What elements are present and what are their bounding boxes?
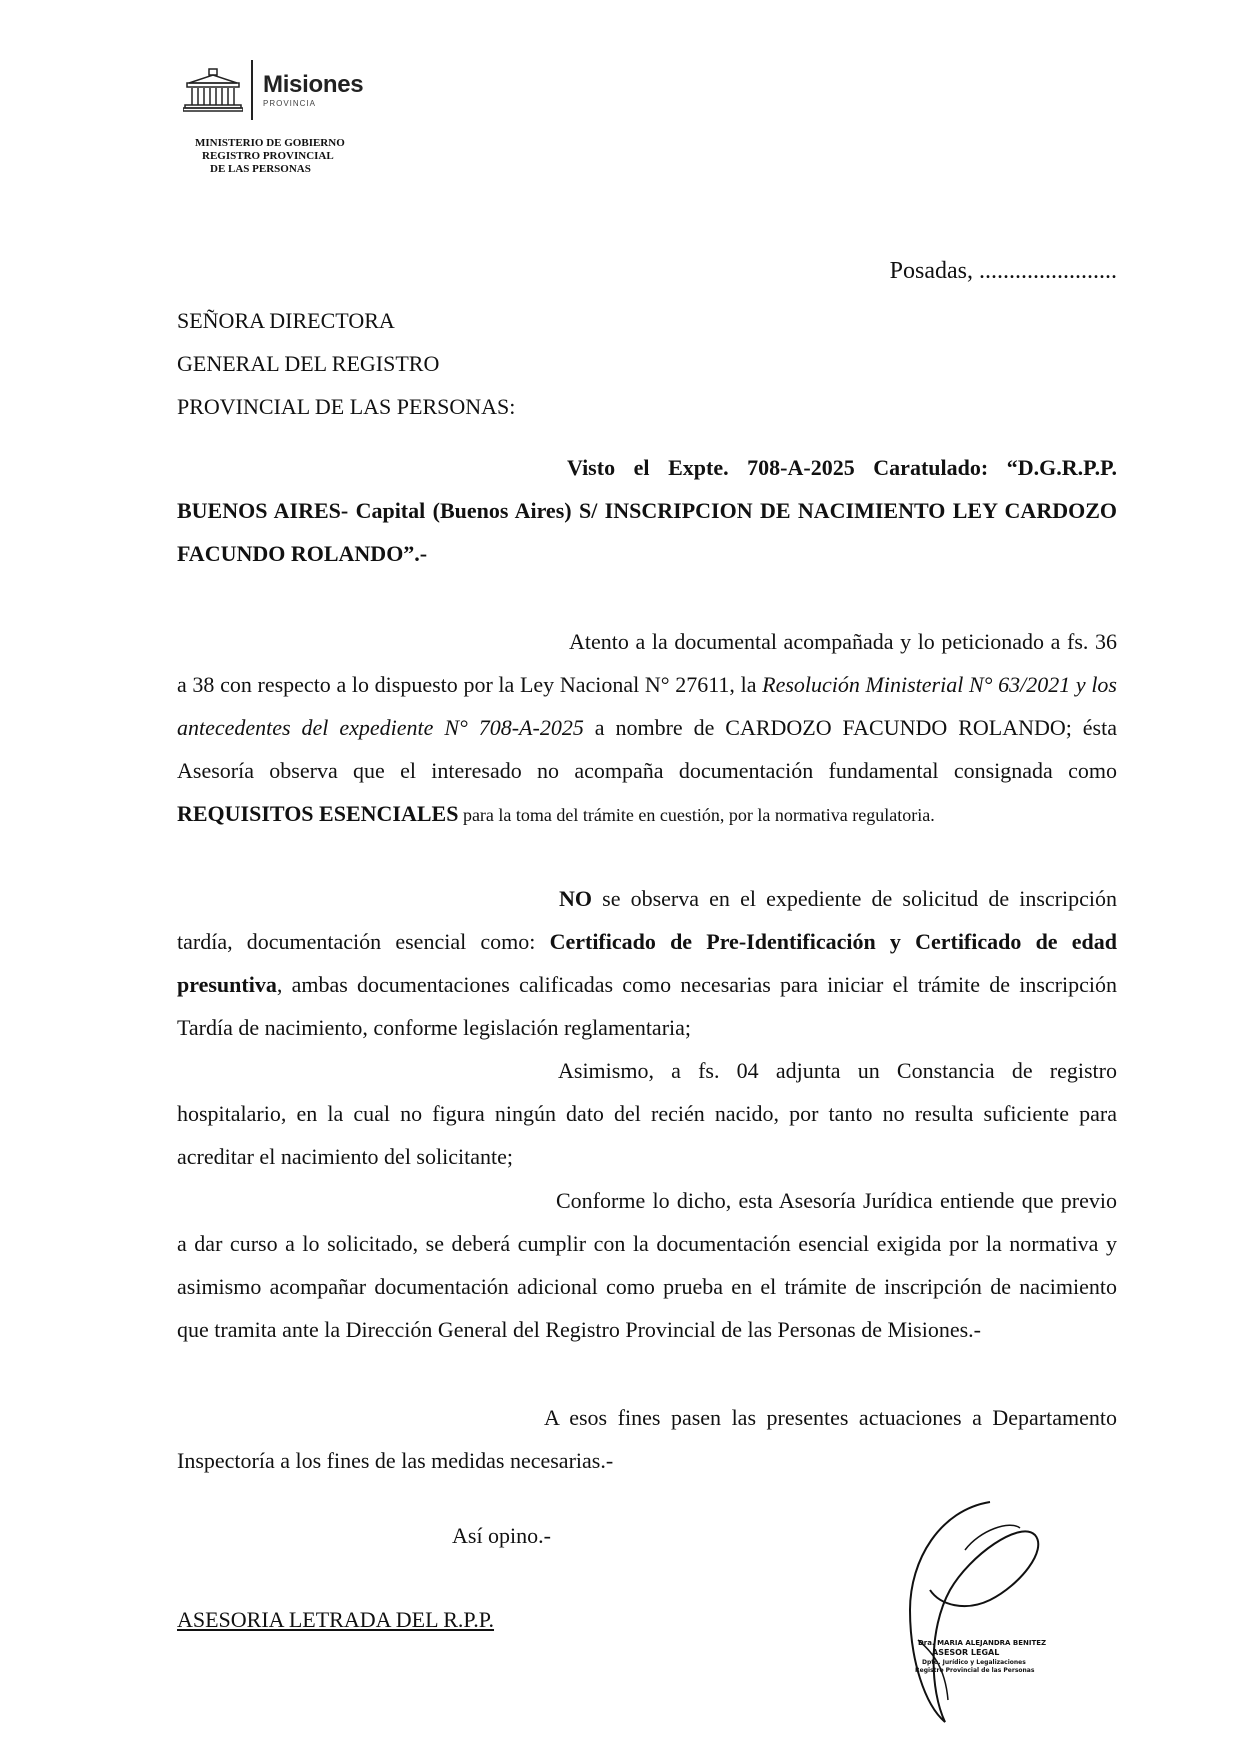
visto-paragraph xyxy=(177,446,1117,575)
paragraph-2 xyxy=(177,877,1117,1049)
visto-caption: “D.G.R.P.P. BUENOS AIRES- Capital (Buenos Aires) S/ INSCRIPCION DE NACIMIENTO LEY CARDOZO FACUNDO ROLANDO”.- xyxy=(177,455,1117,566)
paragraph-1-text-2: a nombre de CARDOZO FACUNDO ROLANDO; ésta Asesoría observa que el interesado no acompaña documentación fundamental consignada como xyxy=(177,715,1117,783)
signature-stamp-image xyxy=(870,1490,1060,1730)
ministry-header xyxy=(195,137,345,176)
closing: Así opino.- xyxy=(452,1523,551,1548)
logo-subtitle: PROVINCIA xyxy=(263,98,317,108)
stamp-title: ASESOR LEGAL xyxy=(932,1648,1000,1657)
misiones-logo xyxy=(183,60,363,120)
addressee-line: GENERAL DEL REGISTRO xyxy=(177,351,440,376)
paragraph-3-text: Asimismo, a fs. 04 adjunta un Constancia de registro hospitalario, en la cual no figura ningún dato del recién nacido, por tanto no resulta suficiente para acreditar el nacimiento del solicitante; xyxy=(177,1058,1117,1169)
stamp-dept: Dpto. Jurídico y Legalizaciones xyxy=(922,1659,1026,1666)
government-building-icon xyxy=(183,67,243,113)
place-date: Posadas, ....................... xyxy=(889,258,1117,284)
paragraph-4 xyxy=(177,1179,1117,1351)
logo-text xyxy=(263,70,364,108)
paragraph-1-bold: REQUISITOS ESENCIALES xyxy=(177,801,459,826)
addressee xyxy=(177,299,1117,428)
ministry-line: DE LAS PERSONAS xyxy=(210,163,311,175)
paragraph-2-bold: Certificado de Pre-Identificación y Certificado de edad presuntiva xyxy=(177,929,1117,997)
ministry-line: REGISTRO PROVINCIAL xyxy=(202,150,334,162)
stamp-name: Dra. MARIA ALEJANDRA BENITEZ xyxy=(918,1639,1047,1647)
logo-name: Misiones xyxy=(263,70,364,98)
paragraph-1-small: para la toma del trámite en cuestión, por la normativa regulatoria. xyxy=(458,805,935,825)
paragraph-5-text: A esos fines pasen las presentes actuaciones a Departamento Inspectoría a los fines de las medidas necesarias.- xyxy=(177,1405,1117,1473)
paragraph-2-text-2: , ambas documentaciones calificadas como necesarias para iniciar el trámite de inscripción Tardía de nacimiento, conforme legislación reglamentaria; xyxy=(177,972,1117,1040)
stamp-registry: Registro Provincial de las Personas xyxy=(915,1667,1035,1674)
paragraph-4-text: Conforme lo dicho, esta Asesoría Jurídica entiende que previo a dar curso a lo solicitado, se deberá cumplir con la documentación esencial exigida por la normativa y asimismo acompañar documentación adicional como prueba en el trámite de inscripción de nacimiento que tramita ante la Dirección General del Registro Provincial de las Personas de Misiones.- xyxy=(177,1188,1117,1342)
visto-lead: Visto el Expte. 708-A-2025 Caratulado: xyxy=(567,455,989,480)
addressee-line: SEÑORA DIRECTORA xyxy=(177,308,395,333)
paragraph-1 xyxy=(177,620,1117,837)
office-signature-line: ASESORIA LETRADA DEL R.P.P. xyxy=(177,1607,495,1632)
paragraph-3 xyxy=(177,1049,1117,1178)
paragraph-2-bold-no: NO xyxy=(559,886,592,911)
paragraph-5 xyxy=(177,1396,1117,1482)
paragraph-2-text: se observa en el expediente de solicitud de inscripción tardía, documentación esencial como: xyxy=(177,886,1117,954)
logo-divider xyxy=(251,60,253,120)
paragraph-1-text: Atento a la documental acompañada y lo peticionado a fs. 36 a 38 con respecto a lo dispuesto por la Ley Nacional N° 27611, la xyxy=(177,629,1117,697)
addressee-line: PROVINCIAL DE LAS PERSONAS: xyxy=(177,394,516,419)
ministry-line: MINISTERIO DE GOBIERNO xyxy=(195,137,345,149)
paragraph-1-italic: Resolución Ministerial N° 63/2021 y los antecedentes del expediente N° 708-A-2025 xyxy=(177,672,1117,740)
